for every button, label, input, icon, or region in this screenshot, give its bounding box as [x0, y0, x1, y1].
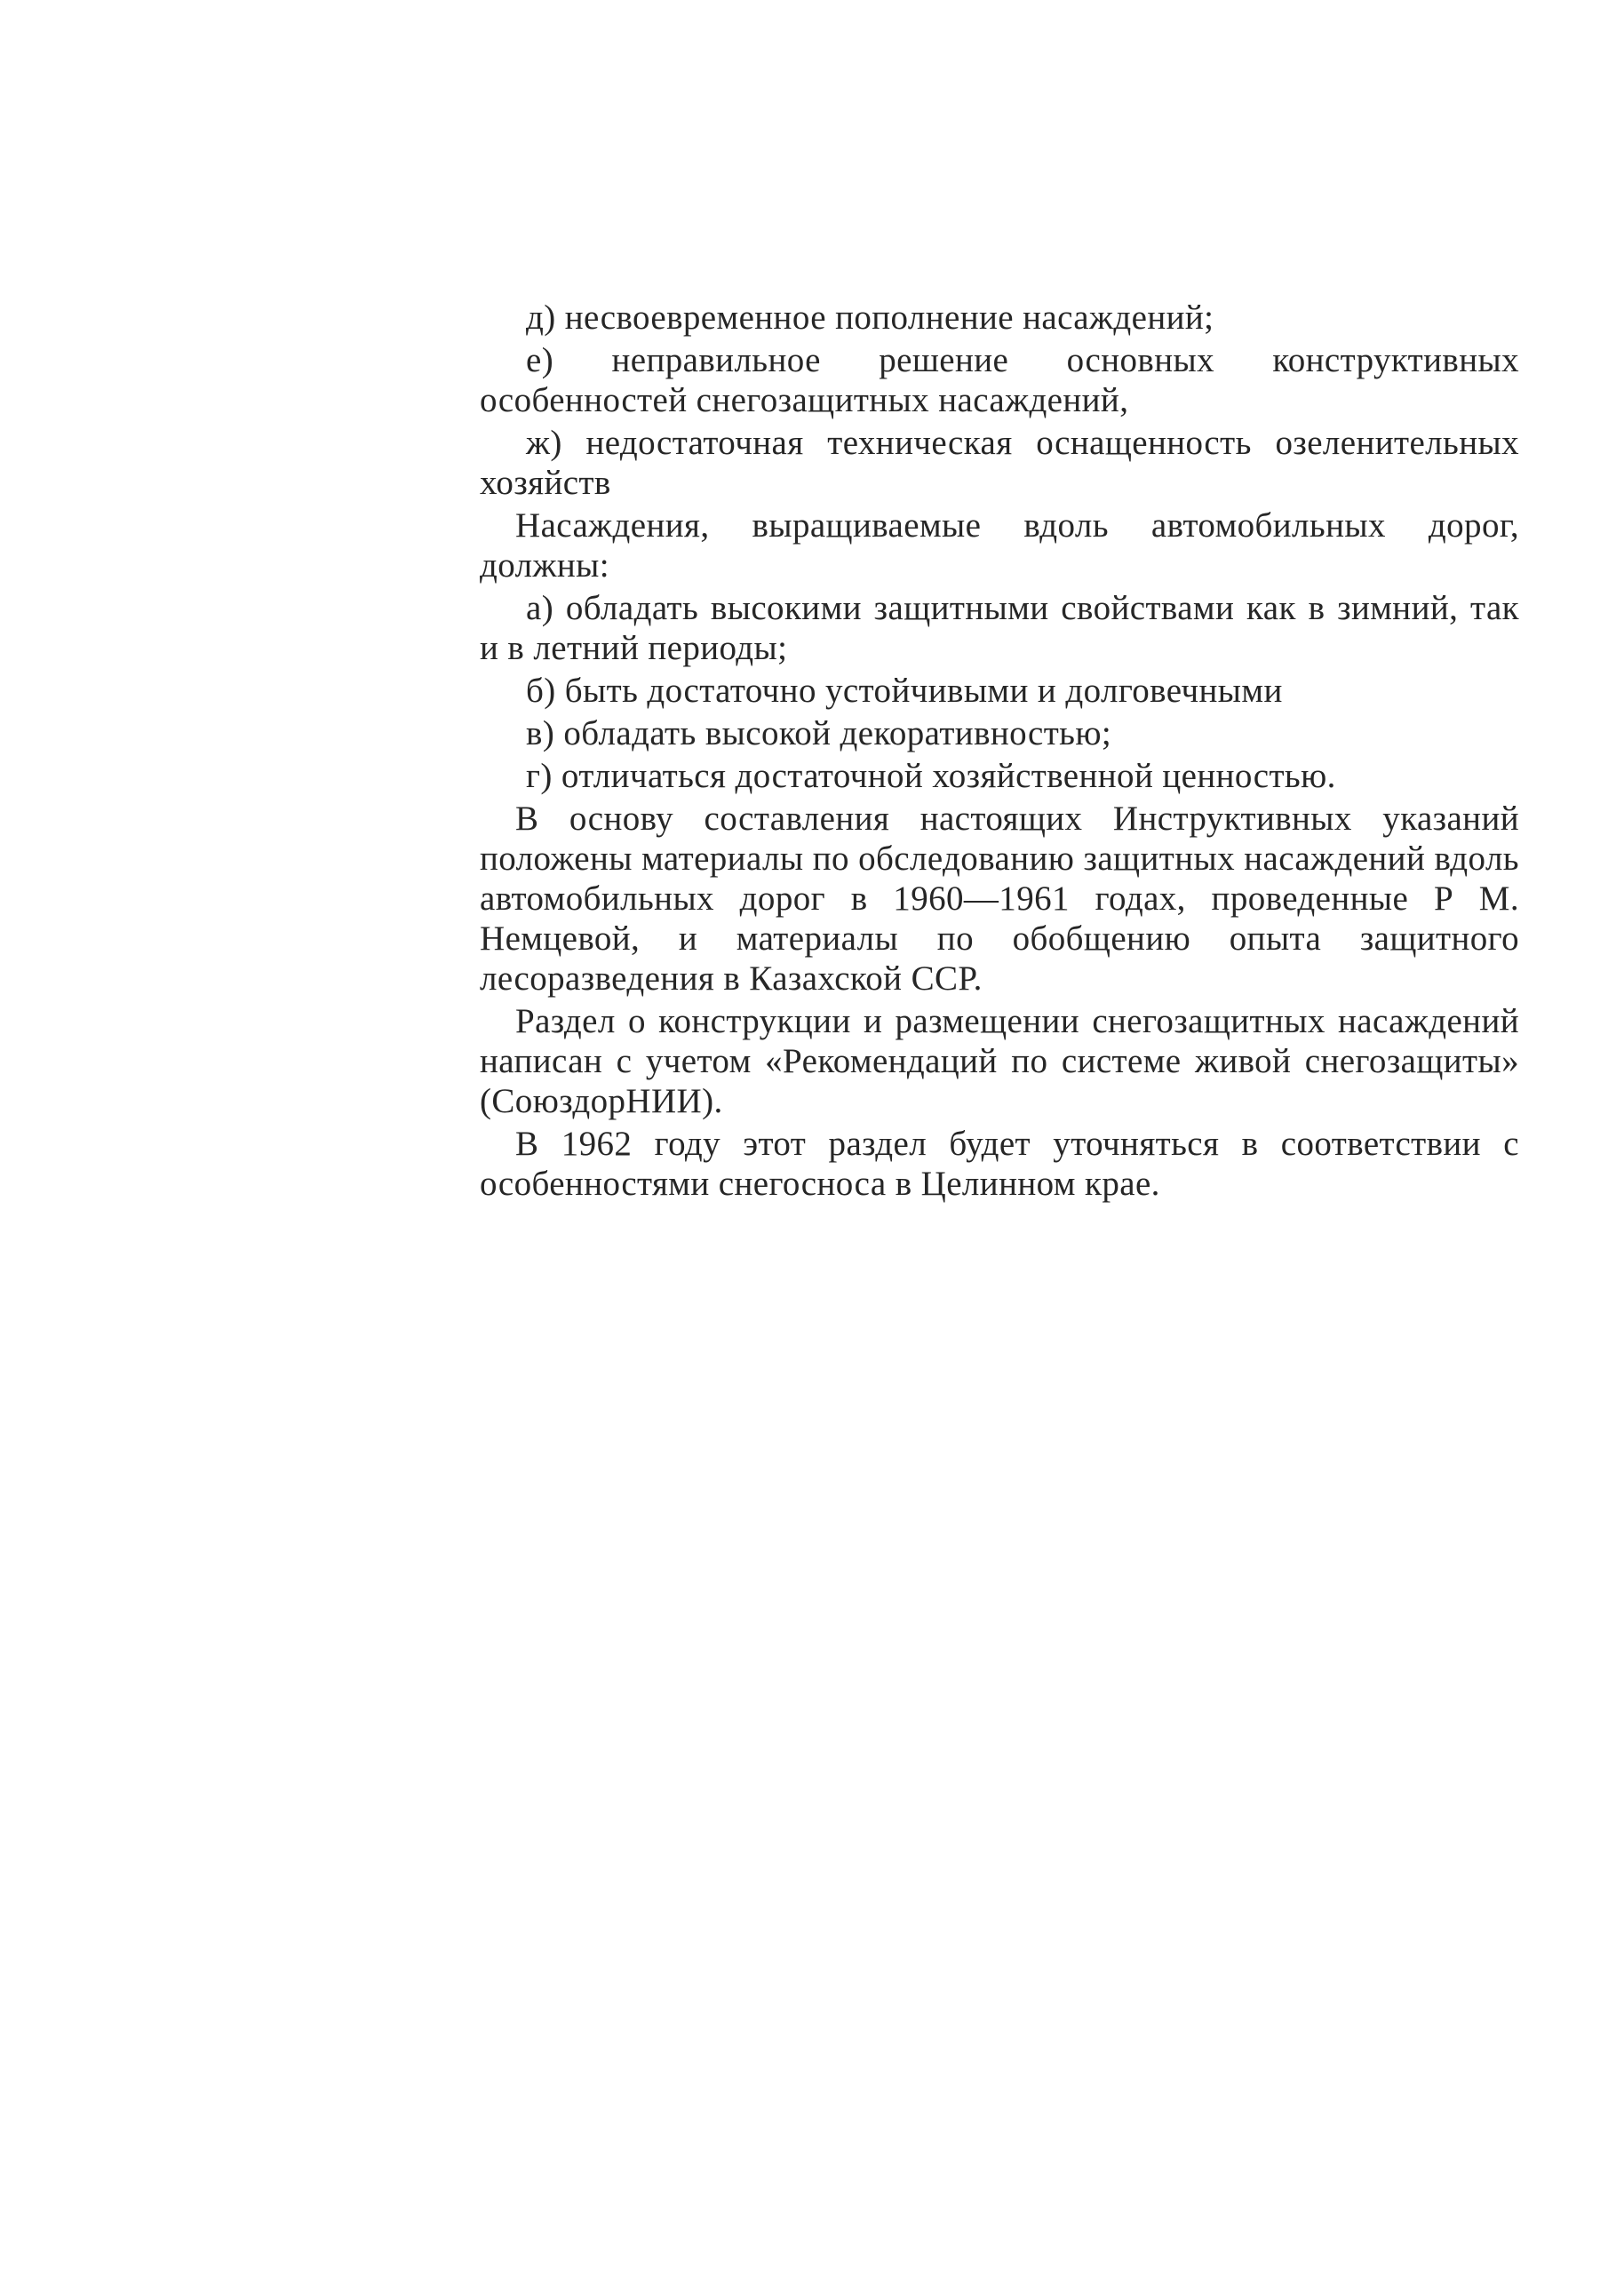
requirement-v: в) обладать высокой декоративностью;: [526, 714, 1112, 752]
list-item-e: е) неправильное решение основных конструктивных особенностей снегозащитных насаждений,: [480, 341, 1519, 419]
text-block: [480, 298, 1519, 1206]
requirement-b: б) быть достаточно устойчивыми и долговечными: [526, 672, 1283, 710]
paragraph-sources: В основу составления настоящих Инструктивных указаний положены материалы по обследованию защитных насаждений вдоль автомобильных дорог в 1960—1961 годах, проведенные Р М. Немцевой, и материалы по обобщению опыта защитного лесоразведения в Казахской ССР.: [480, 800, 1519, 998]
paragraph-construction: Раздел о конструкции и размещении снегозащитных насаждений написан с учетом «Рекомендаций по системе живой снегозащиты» (СоюздорНИИ).: [480, 1002, 1519, 1120]
requirement-a: а) обладать высокими защитными свойствами как в зимний, так и в летний периоды;: [480, 589, 1519, 667]
requirement-g: г) отличаться достаточной хозяйственной ценностью.: [526, 757, 1336, 795]
paragraph-1962: В 1962 году этот раздел будет уточняться в соответствии с особенностями снегосноса в Целинном крае.: [480, 1125, 1519, 1203]
list-item-d: д) несвоевременное пополнение насаждений;: [526, 298, 1214, 337]
list-item-zh: ж) недостаточная техническая оснащенность озеленительных хозяйств: [480, 424, 1519, 502]
requirements-intro: Насаждения, выращиваемые вдоль автомобильных дорог, должны:: [480, 506, 1519, 585]
